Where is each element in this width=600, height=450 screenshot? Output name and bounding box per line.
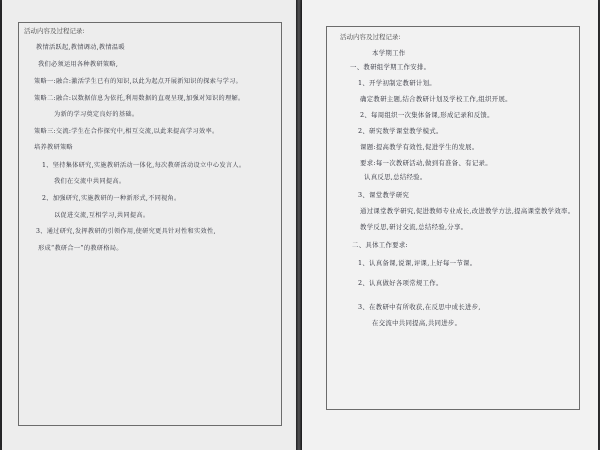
- right-line-3: 1、开学初制定教研计划。: [358, 79, 436, 87]
- left-line-11: 以促进交流,互相学习,共同提高。: [54, 212, 150, 219]
- left-line-5: 为新的学习奠定良好的基础。: [54, 111, 139, 118]
- right-line-11: 通过课堂教学研究,促进教师专业成长,改进教学方法,提高课堂教学效率。: [360, 207, 575, 215]
- left-line-6: 策略三:交流:学生在合作探究中,相互交流,以此来提高学习效率。: [34, 128, 219, 135]
- right-line-15: 2、认真做好各项常规工作。: [358, 279, 443, 287]
- right-line-16: 3、在教研中有所收获,在反思中成长进步,: [358, 303, 481, 311]
- right-line-6: 2、研究数学课堂教学模式。: [358, 127, 443, 135]
- left-line-12: 3、通过研究,发挥教研的引领作用,使研究更具针对性和实效性,: [36, 228, 216, 235]
- right-line-1: 本学期工作: [372, 49, 406, 57]
- left-line-3: 策略一:融合:激活学生已有的知识,以此为起点开展新知识的探索与学习。: [34, 78, 243, 85]
- right-page: [302, 0, 598, 450]
- right-line-8: 要求:每一次教研活动,做到有准备、有记录。: [360, 159, 492, 167]
- right-line-12: 教学反思,研讨交流,总结经验,分享。: [360, 223, 468, 231]
- left-line-9: 我们在交流中共同提高。: [54, 178, 126, 185]
- right-line-17: 在交流中共同提高,共同进步。: [372, 319, 462, 327]
- right-line-5: 2、每周组织一次集体备课,形成记录和反馈。: [360, 111, 494, 119]
- right-section-title: 活动内容及过程记录:: [340, 33, 401, 41]
- left-line-13: 形成“教研合一”的教研格局。: [38, 245, 123, 252]
- left-line-4: 策略二:融合:以数据信息为依托,利用数据的直观呈现,加强对知识的理解。: [34, 95, 245, 102]
- left-line-8: 1、坚持集体研究,实施教研活动一体化,每次教研活动设立中心发言人。: [42, 162, 246, 169]
- right-line-13: 二、具体工作要求:: [352, 241, 408, 249]
- left-line-10: 2、加强研究,实施教研的一种新形式,不同视角。: [42, 195, 181, 202]
- right-line-2: 一、教研组学期工作安排。: [350, 63, 431, 71]
- left-line-1: 教情活跃起,教情调动,教情温暖: [36, 44, 125, 51]
- left-line-2: 我们必须运用各种教研策略,: [38, 61, 119, 68]
- right-line-10: 3、课堂教学研究: [358, 191, 410, 199]
- right-line-14: 1、认真备课,说课,评课,上好每一节课。: [358, 259, 477, 267]
- right-line-9: 认真反思,总结经验。: [364, 173, 427, 181]
- left-page: [2, 0, 296, 450]
- left-section-title: 活动内容及过程记录:: [24, 27, 85, 35]
- right-line-7: 课题:提高教学有效性,促进学生的发展。: [360, 143, 479, 151]
- left-line-7: 培养教研策略: [34, 144, 73, 151]
- right-line-4: 确定教研主题,结合教研计划及学校工作,组织开展。: [360, 95, 512, 103]
